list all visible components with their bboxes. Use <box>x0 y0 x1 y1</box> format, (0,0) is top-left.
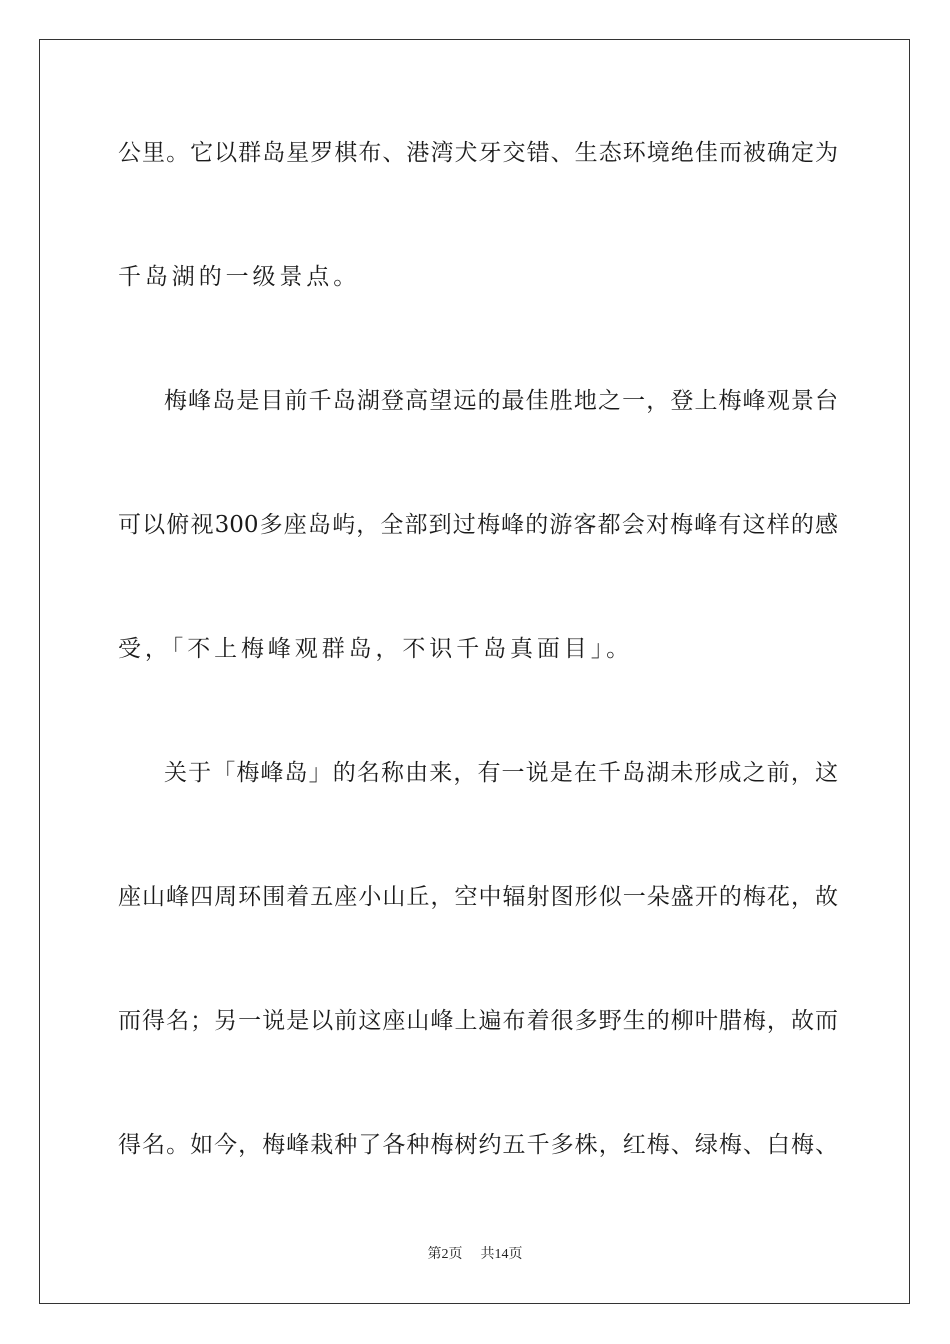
page-border <box>39 39 910 1304</box>
text-line-9: 得名。如今，梅峰栽种了各种梅树约五千多株，红梅、绿梅、白梅、 <box>118 1132 838 1158</box>
page-number: 第2页 <box>427 1247 463 1262</box>
text-line-2: 千岛湖的一级景点。 <box>118 264 361 290</box>
text-line-6: 关于「梅峰岛」的名称由来，有一说是在千岛湖未形成之前，这 <box>164 760 838 786</box>
page-total: 共14页 <box>480 1247 523 1262</box>
text-line-5: 受，「不上梅峰观群岛，不识千岛真面目」。 <box>118 636 633 662</box>
text-line-4: 可以俯视300多座岛屿，全部到过梅峰的游客都会对梅峰有这样的感 <box>118 512 838 538</box>
text-line-7: 座山峰四周环围着五座小山丘，空中辐射图形似一朵盛开的梅花，故 <box>118 884 838 910</box>
text-line-1: 公里。它以群岛星罗棋布、港湾犬牙交错、生态环境绝佳而被确定为 <box>118 140 838 166</box>
text-line-3: 梅峰岛是目前千岛湖登高望远的最佳胜地之一，登上梅峰观景台 <box>164 388 838 414</box>
page-footer <box>0 1246 950 1264</box>
text-line-8: 而得名；另一说是以前这座山峰上遍布着很多野生的柳叶腊梅，故而 <box>118 1008 838 1034</box>
